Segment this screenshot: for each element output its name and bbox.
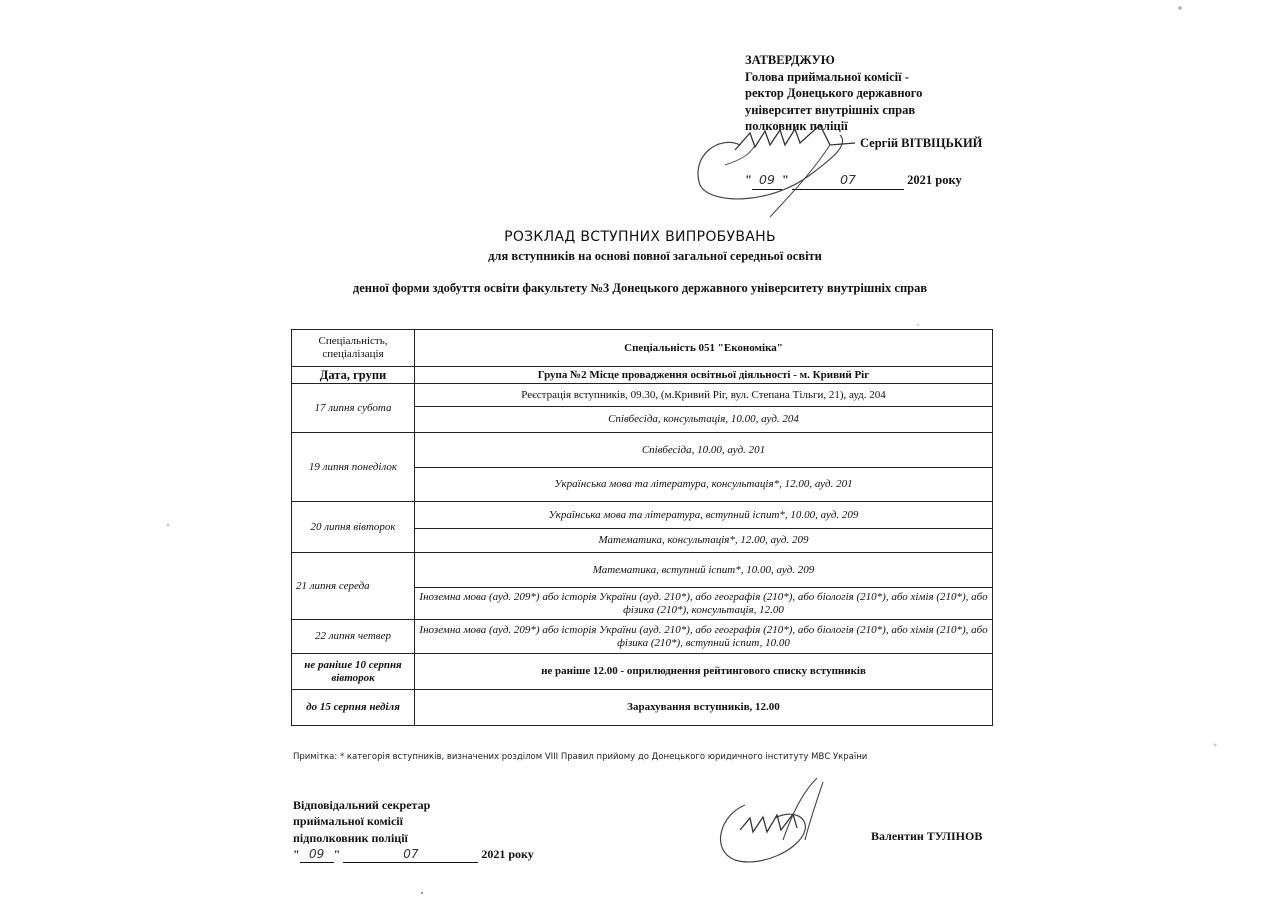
- date-cell: 17 липня субота: [292, 384, 415, 433]
- secretary-month: 07: [343, 846, 478, 863]
- secretary-block: [293, 797, 534, 863]
- approval-signer: Сергій ВІТВІЦЬКИЙ: [860, 136, 983, 150]
- date-cell: 21 липня середа: [292, 553, 415, 620]
- table-row: [292, 330, 993, 367]
- event-cell: Реєстрація вступників, 09.30, (м.Кривий Ріг, вул. Степана Тільги, 21), ауд. 204: [415, 384, 993, 407]
- event-cell: Українська мова та література, консультація*, 12.00, ауд. 201: [415, 468, 993, 502]
- event-cell: Співбесіда, 10.00, ауд. 201: [415, 433, 993, 468]
- schedule-subtitle: для вступників на основі повної загальної середньої освіти: [488, 249, 822, 263]
- event-cell: Українська мова та література, вступний іспит*, 10.00, ауд. 209: [415, 502, 993, 529]
- signature-top: [680, 105, 900, 225]
- schedule-table: [291, 329, 993, 726]
- table-row: [292, 502, 993, 529]
- table-row: [292, 620, 993, 654]
- secretary-day: 09: [300, 846, 334, 863]
- header-specialty-label: Спеціальність, спеціалізація: [292, 330, 415, 367]
- table-row: [292, 553, 993, 588]
- approval-line: полковник поліції: [745, 119, 848, 133]
- secretary-line: підполковник поліції: [293, 830, 408, 845]
- header-group-value: Група №2 Місце провадження освітньої діяльності - м. Кривий Ріг: [415, 367, 993, 384]
- secretary-line: Відповідальний секретар: [293, 798, 431, 812]
- event-cell: не раніше 12.00 - оприлюднення рейтингового списку вступників: [415, 654, 993, 690]
- date-cell: 20 липня вівторок: [292, 502, 415, 553]
- table-row: [292, 690, 993, 726]
- approval-line: університет внутрішніх справ: [745, 102, 916, 117]
- event-cell: Математика, консультація*, 12.00, ауд. 209: [415, 529, 993, 553]
- approval-day: 09: [752, 172, 782, 190]
- table-row: [292, 654, 993, 690]
- secretary-name: Валентин ТУЛІНОВ: [871, 829, 983, 843]
- header-specialty-value: Спеціальність 051 "Економіка": [415, 330, 993, 367]
- secretary-date: " 09 " 07 2021 року: [293, 846, 534, 863]
- date-cell: не раніше 10 серпня вівторок: [292, 654, 415, 690]
- table-row: [292, 433, 993, 468]
- event-cell: Зарахування вступників, 12.00: [415, 690, 993, 726]
- approval-year: 2021 року: [907, 173, 962, 187]
- secretary-year: 2021 року: [481, 846, 534, 861]
- schedule-title: РОЗКЛАД ВСТУПНИХ ВИПРОБУВАНЬ: [504, 229, 776, 245]
- event-cell: Математика, вступний іспит*, 10.00, ауд. 209: [415, 553, 993, 588]
- approval-line: ЗАТВЕРДЖУЮ: [745, 53, 835, 67]
- date-cell: до 15 серпня неділя: [292, 690, 415, 726]
- event-cell: Іноземна мова (ауд. 209*) або історія України (ауд. 210*), або географія (210*), або біологія (210*), або хімія (210*), або фізика (210*), консультація, 12.00: [415, 588, 993, 620]
- schedule-form-line: денної форми здобуття освіти факультету №3 Донецького державного університету внутрішніх справ: [352, 281, 928, 295]
- date-cell: 22 липня четвер: [292, 620, 415, 654]
- approval-line: Голова приймальної комісії -: [745, 69, 909, 84]
- approval-date: " 09 " 07 2021 року: [745, 172, 962, 190]
- signature-bottom: [705, 770, 835, 870]
- event-cell: Співбесіда, консультація, 10.00, ауд. 204: [415, 407, 993, 433]
- secretary-line: приймальної комісії: [293, 814, 403, 829]
- event-cell: Іноземна мова (ауд. 209*) або історія України (ауд. 210*), або географія (210*), або біологія (210*), або хімія (210*), або фізика (210*), вступний іспит, 10.00: [415, 620, 993, 654]
- approval-month: 07: [792, 172, 904, 190]
- date-cell: 19 липня понеділок: [292, 433, 415, 502]
- table-row: [292, 367, 993, 384]
- footnote: Примітка: * категорія вступників, визначених розділом VIII Правил прийому до Донецького юридичного інституту МВС України: [293, 752, 868, 762]
- approval-line: ректор Донецького державного: [745, 86, 923, 100]
- header-date-label: Дата, групи: [292, 367, 415, 384]
- table-row: [292, 384, 993, 407]
